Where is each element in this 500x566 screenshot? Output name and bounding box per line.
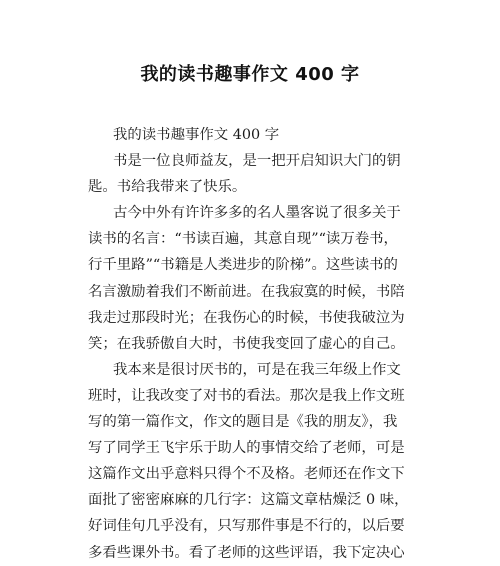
document-title: 我的读书趣事作文 400 字 xyxy=(140,64,360,85)
text-line: 书是一位良师益友，是一把开启知识大门的钥 xyxy=(113,153,401,170)
text-line: 多看些课外书。看了老师的这些评语，我下定决心 xyxy=(88,544,405,561)
text-line: 好词佳句几乎没有，只写那件事是不行的，以后要 xyxy=(88,518,405,535)
text-line: 写的第一篇作文，作文的题目是《我的朋友》，我 xyxy=(88,414,398,431)
text-line: 写了同学王飞宇乐于助人的事情交给了老师，可是 xyxy=(88,440,405,457)
text-line: 匙。书给我带来了快乐。 xyxy=(88,179,247,196)
text-line: 班时，让我改变了对书的看法。那次是我上作文班 xyxy=(88,387,405,404)
text-line: 我本来是很讨厌书的，可是在我三年级上作文 xyxy=(113,361,401,378)
text-line: 笑；在我骄傲自大时，书使我变回了虚心的自己。 xyxy=(88,335,405,352)
text-line: 名言激励着我们不断前进。在我寂寞的时候，书陪 xyxy=(88,283,405,300)
text-line: 读书的名言：“书读百遍，其意自现”“读万卷书， xyxy=(88,231,398,248)
text-line: 这篇作文出乎意料只得个不及格。老师还在作文下 xyxy=(88,466,405,483)
text-line: 我的读书趣事作文 400 字 xyxy=(113,127,280,143)
text-line: 面批了密密麻麻的几行字：这篇文章枯燥泛 0 味， xyxy=(88,492,409,509)
document-body xyxy=(88,122,423,566)
text-line: 行千里路”“书籍是人类进步的阶梯”。这些读书的 xyxy=(88,257,398,274)
text-line: 古今中外有许许多多的名人墨客说了很多关于 xyxy=(113,205,401,222)
text-line: 我走过那段时光；在我伤心的时候，书使我破泣为 xyxy=(88,309,405,326)
